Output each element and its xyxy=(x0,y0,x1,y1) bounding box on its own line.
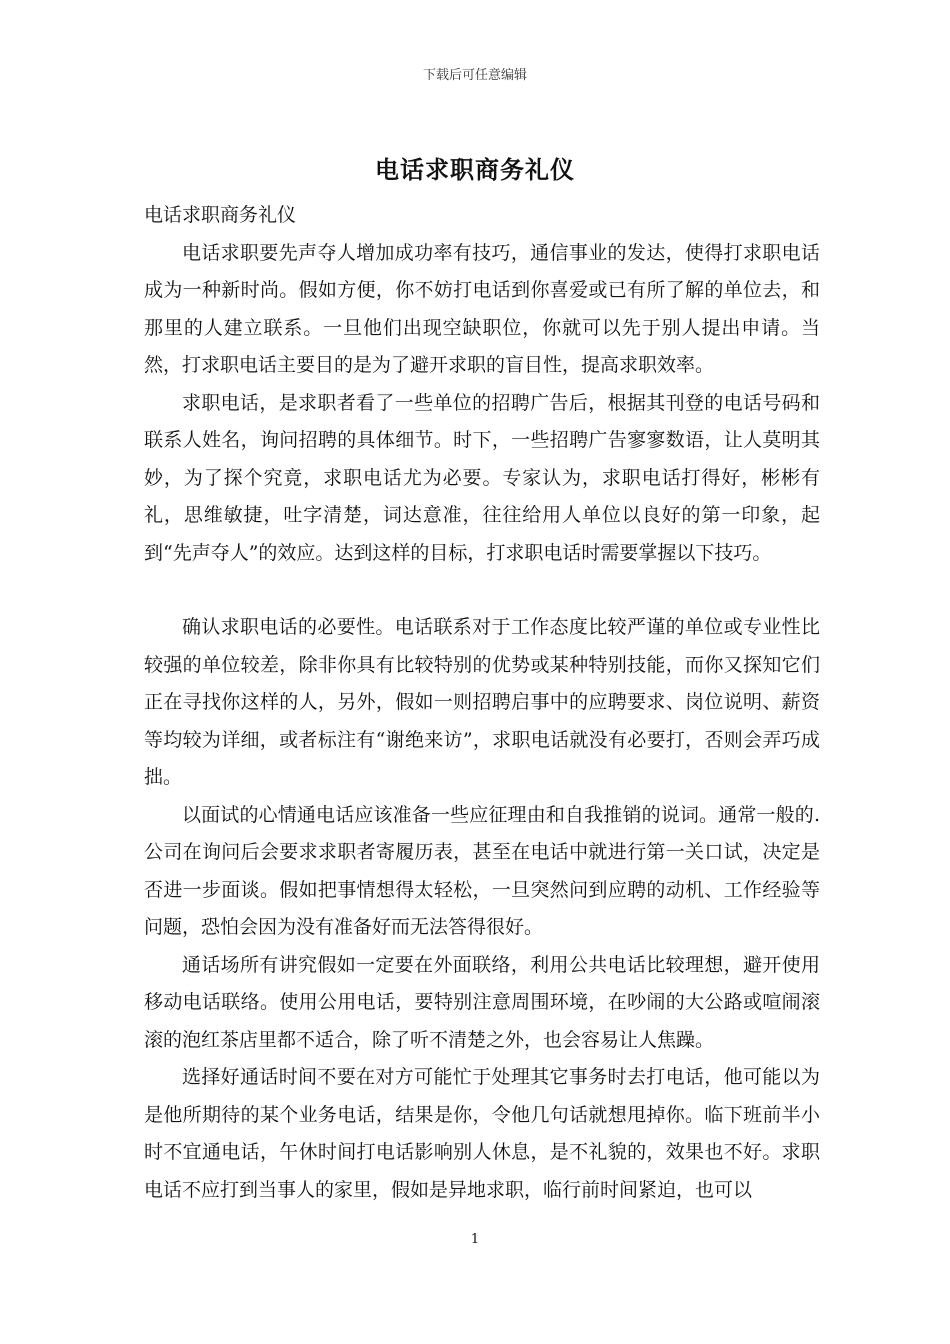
paragraph-call-timing: 选择好通话时间不要在对方可能忙于处理其它事务时去打电话，他可能以为是他所期待的某个业务电话，结果是你，令他几句话就想甩掉你。临下班前半小时不宜通电话，午休时间打电话影响别人休息，是不礼貌的，效果也不好。求职电话不应打到当事人的家里，假如是异地求职，临行前时间紧迫，也可以 xyxy=(144,1066,820,1201)
header-note: 下载后可任意编辑 xyxy=(422,68,527,83)
paragraph-call-location: 通话场所有讲究假如一定要在外面联络，利用公共电话比较理想，避开使用移动电话联络。使用公用电话，要特别注意周围环境，在吵闹的大公路或喧闹滚滚的泡红茶店里都不适合，除了听不清楚之外，也会容易让人焦躁。 xyxy=(144,953,820,1051)
paragraph-interview-mindset: 以面试的心情通电话应该准备一些应征理由和自我推销的说词。通常一般的.公司在询问后会要求求职者寄履历表，甚至在电话中就进行第一关口试，决定是否进一步面谈。假如把事情想得太轻松，一旦突然问到应聘的动机、工作经验等问题，恐怕会因为没有准备好而无法答得很好。 xyxy=(144,803,820,938)
paragraph-necessity: 确认求职电话的必要性。电话联系对于工作态度比较严谨的单位或专业性比较强的单位较差，除非你具有比较特别的优势或某种特别技能，而你又探知它们正在寻找你这样的人，另外，假如一则招聘启事中的应聘要求、岗位说明、薪资等均较为详细，或者标注有“谢绝来访”，求职电话就没有必要打，否则会弄巧成拙。 xyxy=(144,616,820,788)
paragraph-definition: 求职电话，是求职者看了一些单位的招聘广告后，根据其刊登的电话号码和联系人姓名，询问招聘的具体细节。时下，一些招聘广告寥寥数语，让人莫明其妙，为了探个究竟，求职电话尤为必要。专家认为，求职电话打得好，彬彬有礼，思维敏捷，吐字清楚，词达意准，往往给用人单位以良好的第一印象，起到“先声夺人”的效应。达到这样的目标，打求职电话时需要掌握以下技巧。 xyxy=(144,391,820,564)
document-body xyxy=(144,197,820,1209)
document-subtitle: 电话求职商务礼仪 xyxy=(144,204,297,226)
document-title: 电话求职商务礼仪 xyxy=(375,156,575,184)
paragraph-intro: 电话求职要先声夺人增加成功率有技巧，通信事业的发达，使得打求职电话成为一种新时尚。假如方便，你不妨打电话到你喜爱或已有所了解的单位去，和那里的人建立联系。一旦他们出现空缺职位，你就可以先于别人提出申请。当然，打求职电话主要目的是为了避开求职的盲目性，提高求职效率。 xyxy=(144,241,820,376)
page-number: 1 xyxy=(470,1232,480,1247)
